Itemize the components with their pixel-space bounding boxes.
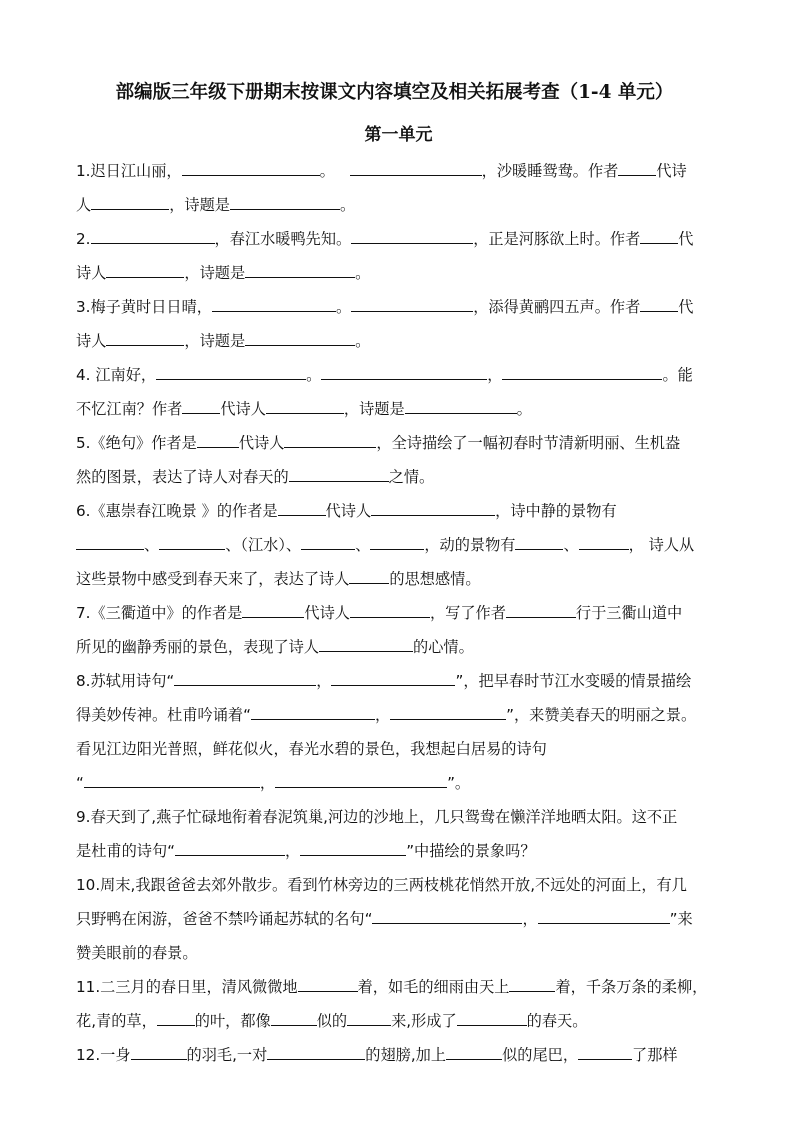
question-line bbox=[76, 766, 721, 800]
question-text: ，诗题是 bbox=[343, 400, 405, 418]
question-text: 8.苏轼用诗句“ bbox=[76, 672, 175, 690]
answer-blank[interactable] bbox=[457, 1010, 527, 1026]
question-q2 bbox=[76, 222, 721, 290]
question-text: ，沙暖睡鸳鸯。作者 bbox=[481, 162, 619, 180]
question-line bbox=[76, 732, 721, 766]
answer-blank[interactable] bbox=[300, 840, 406, 856]
question-line bbox=[76, 188, 721, 222]
question-line bbox=[76, 426, 721, 460]
question-text: 的羽毛,一对 bbox=[186, 1046, 268, 1064]
question-q1 bbox=[76, 154, 721, 222]
question-line bbox=[76, 834, 721, 868]
answer-blank[interactable] bbox=[347, 1010, 391, 1026]
question-text: 着，如毛的细雨由天上 bbox=[357, 978, 510, 996]
question-text: 来,形成了 bbox=[391, 1012, 457, 1030]
question-text: 诗人 bbox=[76, 332, 107, 350]
answer-blank[interactable] bbox=[509, 976, 555, 992]
question-text: 行于三衢山道中 bbox=[575, 604, 683, 622]
question-q11 bbox=[76, 970, 721, 1038]
answer-blank[interactable] bbox=[212, 296, 336, 312]
question-text: 5.《绝句》作者是 bbox=[76, 434, 197, 452]
answer-blank[interactable] bbox=[174, 670, 316, 686]
question-q12 bbox=[76, 1038, 721, 1072]
question-text: 3.梅子黄时日日晴， bbox=[76, 298, 212, 316]
answer-blank[interactable] bbox=[245, 262, 355, 278]
answer-blank[interactable] bbox=[298, 976, 358, 992]
question-line bbox=[76, 562, 721, 596]
question-text: ， bbox=[259, 774, 276, 792]
question-text: 的思想感情。 bbox=[389, 570, 481, 588]
question-text: 代诗人 bbox=[304, 604, 350, 622]
question-text: 7.《三衢道中》的作者是 bbox=[76, 604, 243, 622]
question-text: ”。 bbox=[447, 774, 471, 792]
question-text: 代 bbox=[678, 230, 694, 248]
question-text: 之情。 bbox=[388, 468, 435, 486]
question-text: 似的尾巴， bbox=[502, 1046, 578, 1064]
question-text: ，诗题是 bbox=[169, 196, 230, 214]
question-text: ，正是河豚欲上时。作者 bbox=[473, 230, 641, 248]
question-text: 、 bbox=[563, 536, 579, 554]
question-text: ， bbox=[316, 672, 332, 690]
answer-blank[interactable] bbox=[84, 772, 260, 788]
answer-blank[interactable] bbox=[502, 364, 662, 380]
question-text: 。 bbox=[516, 400, 532, 418]
answer-blank[interactable] bbox=[182, 160, 320, 176]
answer-blank[interactable] bbox=[331, 670, 455, 686]
question-text: 。 bbox=[336, 298, 352, 316]
question-line bbox=[76, 154, 721, 188]
document-title: 部编版三年级下册期末按课文内容填空及相关拓展考查（1-4 单元） bbox=[115, 82, 674, 103]
question-q4 bbox=[76, 358, 721, 426]
question-text: 。 bbox=[319, 162, 340, 180]
question-text: 着，千条万条的柔柳， bbox=[555, 978, 708, 996]
question-text: ，诗题是 bbox=[184, 264, 246, 282]
question-text: 的心情。 bbox=[413, 638, 474, 656]
question-text: ”，把早春时节江水变暖的情景描绘 bbox=[455, 672, 692, 690]
question-line bbox=[76, 970, 721, 1004]
answer-blank[interactable] bbox=[156, 364, 306, 380]
question-text: 似的 bbox=[316, 1012, 348, 1030]
answer-blank[interactable] bbox=[91, 194, 169, 210]
answer-blank[interactable] bbox=[351, 296, 473, 312]
question-q6 bbox=[76, 494, 721, 596]
question-q3 bbox=[76, 290, 721, 358]
answer-blank[interactable] bbox=[106, 262, 184, 278]
answer-blank[interactable] bbox=[515, 534, 563, 550]
question-q9 bbox=[76, 800, 721, 868]
question-text: ， 诗人从 bbox=[628, 536, 695, 554]
question-line bbox=[76, 392, 721, 426]
question-text: 。 bbox=[339, 196, 356, 214]
answer-blank[interactable] bbox=[301, 534, 355, 550]
question-line bbox=[76, 698, 721, 732]
question-line bbox=[76, 664, 721, 698]
answer-blank[interactable] bbox=[319, 636, 413, 652]
question-text: 6.《惠崇春江晚景 》的作者是 bbox=[76, 502, 278, 520]
question-q7 bbox=[76, 596, 721, 664]
question-text: 不忆江南？作者 bbox=[76, 400, 183, 418]
answer-blank[interactable] bbox=[242, 602, 304, 618]
question-line bbox=[76, 868, 721, 902]
question-line bbox=[76, 902, 721, 936]
question-text: 代诗人 bbox=[325, 502, 372, 520]
question-text: ， bbox=[522, 910, 538, 928]
question-text: ，春江水暖鸭先知。 bbox=[214, 230, 352, 248]
question-text: 。能 bbox=[662, 366, 693, 384]
question-text: 。 bbox=[355, 264, 371, 282]
question-line bbox=[76, 460, 721, 494]
question-line bbox=[76, 358, 721, 392]
answer-blank[interactable] bbox=[506, 602, 576, 618]
question-text: 4. 江南好， bbox=[76, 366, 157, 384]
answer-blank[interactable] bbox=[578, 1044, 632, 1060]
answer-blank[interactable] bbox=[266, 398, 344, 414]
answer-blank[interactable] bbox=[131, 1044, 187, 1060]
question-line bbox=[76, 800, 721, 834]
question-text: 代诗 bbox=[656, 162, 687, 180]
answer-blank[interactable] bbox=[618, 160, 656, 176]
question-text: 、（江水）、 bbox=[225, 536, 302, 554]
answer-blank[interactable] bbox=[370, 534, 424, 550]
question-text: 所见的幽静秀丽的景色，表现了诗人 bbox=[76, 638, 319, 656]
answer-blank[interactable] bbox=[289, 466, 389, 482]
question-text: 了那样 bbox=[632, 1046, 678, 1064]
answer-blank[interactable] bbox=[175, 840, 285, 856]
question-text: ， bbox=[374, 706, 391, 724]
answer-blank[interactable] bbox=[91, 228, 215, 244]
question-text: ，诗中静的景物有 bbox=[495, 502, 617, 520]
section-heading: 第一单元 bbox=[364, 125, 433, 145]
question-text: 2. bbox=[76, 230, 91, 248]
answer-blank[interactable] bbox=[321, 364, 487, 380]
question-text: 11.二三月的春日里，清风微微地 bbox=[76, 978, 298, 996]
answer-blank[interactable] bbox=[640, 296, 678, 312]
question-text: 代 bbox=[678, 298, 694, 316]
question-line bbox=[76, 290, 721, 324]
question-text: ”来 bbox=[669, 910, 693, 928]
question-line bbox=[76, 630, 721, 664]
question-line bbox=[76, 324, 721, 358]
question-text: 的翅膀,加上 bbox=[365, 1046, 447, 1064]
question-text: 代诗人 bbox=[220, 400, 266, 418]
question-text: ，动的景物有 bbox=[424, 536, 516, 554]
question-text: 、 bbox=[144, 536, 160, 554]
question-text: 只野鸭在闲游，爸爸不禁吟诵起苏轼的名句“ bbox=[76, 910, 373, 928]
question-text: 10.周末,我跟爸爸去郊外散步。看到竹林旁边的三两枝桃花悄然开放,不远处的河面上，有几 bbox=[76, 876, 687, 894]
answer-blank[interactable] bbox=[349, 568, 389, 584]
question-text: 。 bbox=[306, 366, 322, 384]
question-line bbox=[76, 528, 721, 562]
question-text: 代诗人 bbox=[238, 434, 285, 452]
question-text: ，写了作者 bbox=[429, 604, 506, 622]
question-text: ， bbox=[285, 842, 301, 860]
question-text: 诗人 bbox=[76, 264, 107, 282]
answer-blank[interactable] bbox=[350, 160, 482, 176]
question-line bbox=[76, 1038, 721, 1072]
question-text: 的春天。 bbox=[526, 1012, 588, 1030]
question-text: ，全诗描绘了一幅初春时节清新明丽、生机盎 bbox=[376, 434, 681, 452]
document-page bbox=[76, 68, 721, 1072]
question-text: 赞美眼前的春景。 bbox=[76, 944, 198, 962]
answer-blank[interactable] bbox=[275, 772, 447, 788]
question-q8 bbox=[76, 664, 721, 800]
question-list bbox=[76, 154, 721, 1072]
answer-blank[interactable] bbox=[351, 228, 473, 244]
answer-blank[interactable] bbox=[197, 432, 239, 448]
question-text: 看见江边阳光普照，鲜花似火，春光水碧的景色，我想起白居易的诗句 bbox=[76, 740, 547, 758]
question-q5 bbox=[76, 426, 721, 494]
answer-blank[interactable] bbox=[371, 500, 495, 516]
answer-blank[interactable] bbox=[157, 1010, 195, 1026]
answer-blank[interactable] bbox=[372, 908, 522, 924]
question-text: 。 bbox=[355, 332, 371, 350]
question-q10 bbox=[76, 868, 721, 970]
question-text: 然的图景，表达了诗人对春天的 bbox=[76, 468, 289, 486]
question-text: “ bbox=[76, 774, 84, 792]
answer-blank[interactable] bbox=[640, 228, 678, 244]
answer-blank[interactable] bbox=[278, 500, 326, 516]
answer-blank[interactable] bbox=[182, 398, 220, 414]
question-text: 1.迟日江山丽， bbox=[76, 162, 182, 180]
answer-blank[interactable] bbox=[350, 602, 430, 618]
answer-blank[interactable] bbox=[267, 1044, 365, 1060]
question-text: 这些景物中感受到春天来了，表达了诗人 bbox=[76, 570, 350, 588]
question-text: ，诗题是 bbox=[184, 332, 246, 350]
answer-blank[interactable] bbox=[106, 330, 184, 346]
question-text: ”中描绘的景象吗？ bbox=[406, 842, 536, 860]
question-line bbox=[76, 256, 721, 290]
answer-blank[interactable] bbox=[405, 398, 517, 414]
question-text: 是杜甫的诗句“ bbox=[76, 842, 175, 860]
question-line bbox=[76, 494, 721, 528]
question-line bbox=[76, 936, 721, 970]
question-text: 9.春天到了,燕子忙碌地衔着春泥筑巢,河边的沙地上，几只鸳鸯在懒洋洋地晒太阳。这不正 bbox=[76, 808, 678, 826]
answer-blank[interactable] bbox=[251, 704, 375, 720]
question-text: 人 bbox=[76, 196, 92, 214]
answer-blank[interactable] bbox=[159, 534, 225, 550]
answer-blank[interactable] bbox=[538, 908, 670, 924]
answer-blank[interactable] bbox=[579, 534, 629, 550]
question-text: 12.一身 bbox=[76, 1046, 131, 1064]
answer-blank[interactable] bbox=[284, 432, 376, 448]
question-text: ，添得黄鹂四五声。作者 bbox=[473, 298, 641, 316]
question-text: 花,青的草， bbox=[76, 1012, 157, 1030]
answer-blank[interactable] bbox=[390, 704, 506, 720]
question-line bbox=[76, 1004, 721, 1038]
answer-blank[interactable] bbox=[245, 330, 355, 346]
question-text: ， bbox=[487, 366, 503, 384]
question-line bbox=[76, 596, 721, 630]
question-text: 的叶，都像 bbox=[194, 1012, 271, 1030]
question-text: ”，来赞美春天的明丽之景。 bbox=[506, 706, 697, 724]
question-text: 、 bbox=[355, 536, 371, 554]
answer-blank[interactable] bbox=[230, 194, 340, 210]
question-line bbox=[76, 222, 721, 256]
answer-blank[interactable] bbox=[446, 1044, 502, 1060]
question-text: 得美妙传神。杜甫吟诵着“ bbox=[76, 706, 251, 724]
answer-blank[interactable] bbox=[76, 534, 144, 550]
answer-blank[interactable] bbox=[271, 1010, 317, 1026]
